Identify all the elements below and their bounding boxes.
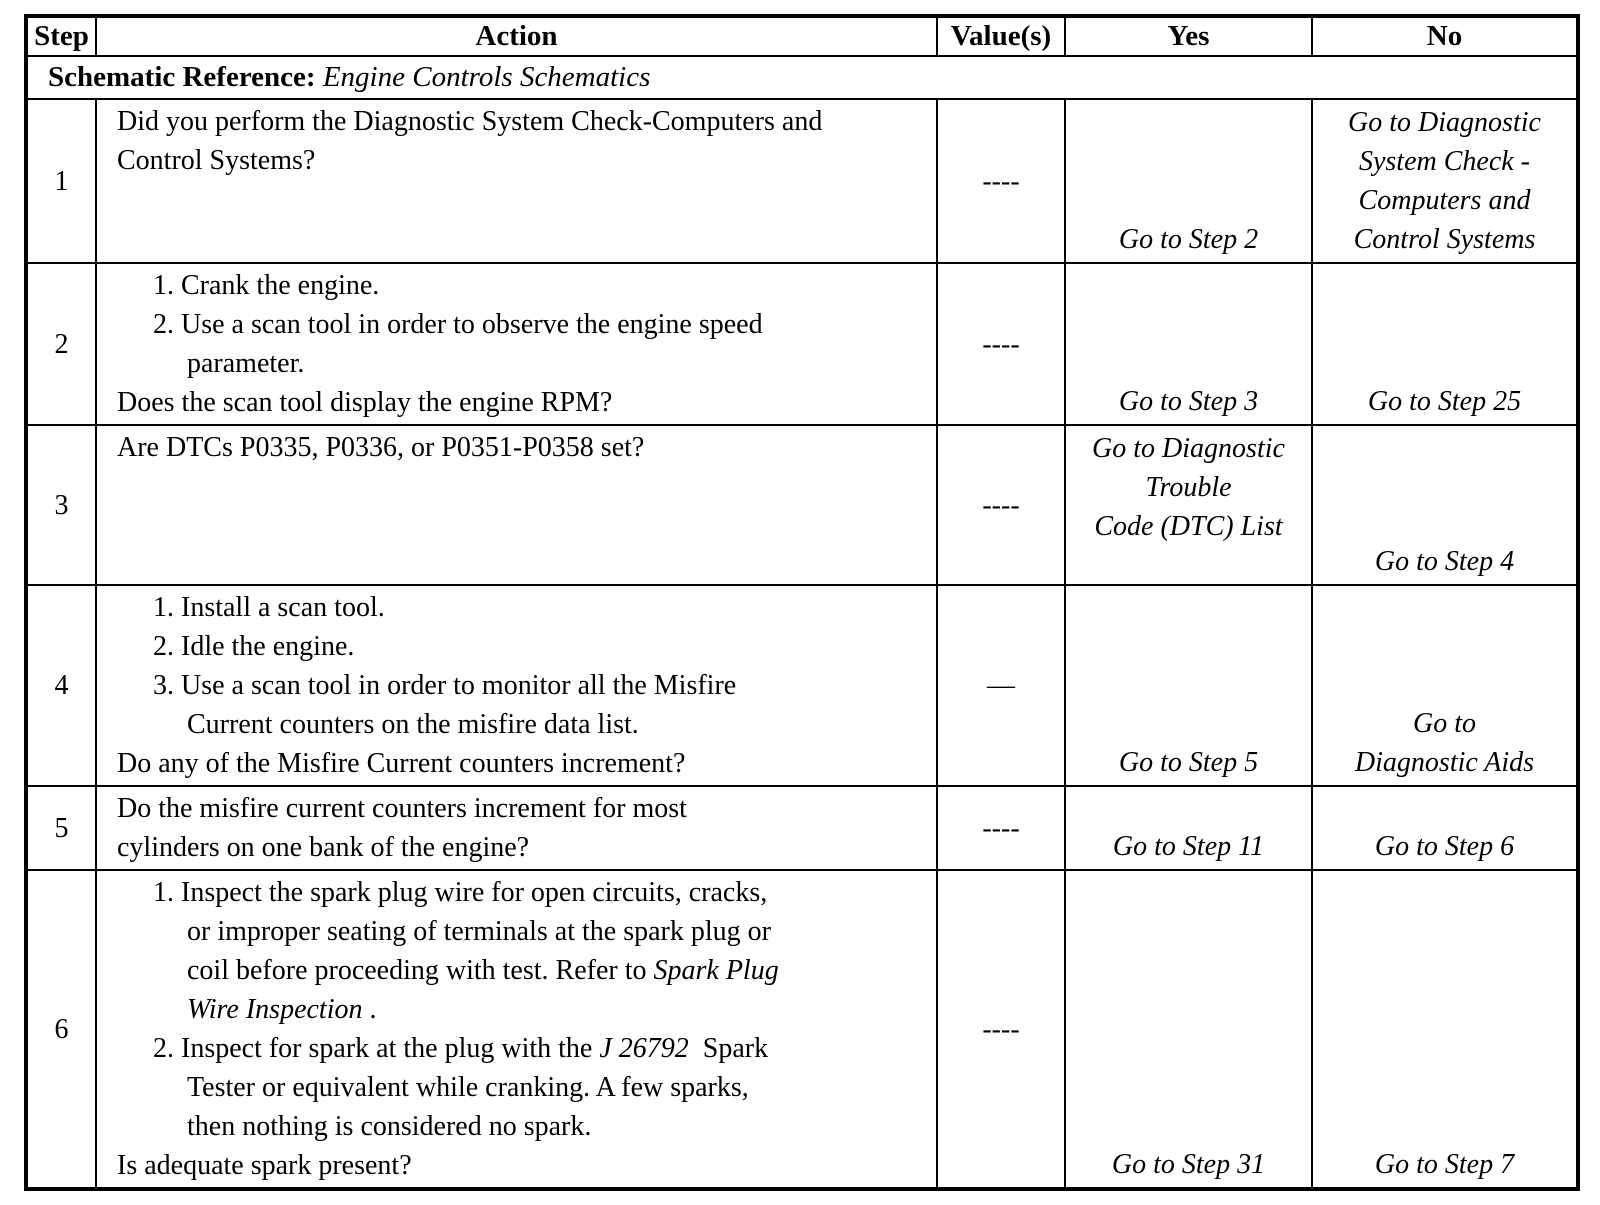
action-line: Current counters on the misfire data list. xyxy=(187,709,639,740)
action-line: Did you perform the Diagnostic System Check-Computers and xyxy=(117,106,823,137)
action-line: 2. Use a scan tool in order to observe the engine speed xyxy=(153,309,763,340)
yes-cell xyxy=(1065,263,1312,425)
col-header-no: No xyxy=(1312,16,1578,56)
no-cell xyxy=(1312,870,1578,1189)
goto-line: System Check - xyxy=(1358,146,1531,177)
action-line: 1. Inspect the spark plug wire for open circuits, cracks, xyxy=(153,877,768,908)
value-cell: ---- xyxy=(937,870,1065,1189)
action-cell xyxy=(96,425,937,585)
action-line: Do any of the Misfire Current counters increment? xyxy=(117,748,686,779)
goto-line: Go to Step 7 xyxy=(1374,1149,1515,1180)
table-body xyxy=(26,56,1578,1189)
goto-line: Go to Step 3 xyxy=(1118,386,1259,417)
yes-cell xyxy=(1065,425,1312,585)
action-line: Is adequate spark present? xyxy=(117,1150,412,1181)
no-cell xyxy=(1312,786,1578,870)
goto-line: Go to Step 6 xyxy=(1374,831,1515,862)
goto-line: Go to Step 4 xyxy=(1374,546,1515,577)
action-line: parameter. xyxy=(187,348,305,379)
yes-cell xyxy=(1065,99,1312,263)
action-line: Are DTCs P0335, P0336, or P0351-P0358 set? xyxy=(117,432,645,463)
action-line: Do the misfire current counters increment for most xyxy=(117,793,687,824)
action-cell xyxy=(96,786,937,870)
col-header-yes: Yes xyxy=(1065,16,1312,56)
goto-line: Go to Step 25 xyxy=(1367,386,1522,417)
action-line: Wire Inspection . xyxy=(187,994,377,1025)
schematic-reference-label: Schematic Reference: xyxy=(48,61,316,93)
action-line: 2. Idle the engine. xyxy=(153,631,355,662)
value-cell: ---- xyxy=(937,425,1065,585)
goto-line: Go to Diagnostic xyxy=(1092,433,1285,464)
goto-line: Go to Step 11 xyxy=(1112,831,1265,862)
action-line: 1. Crank the engine. xyxy=(153,270,380,301)
action-line: 1. Install a scan tool. xyxy=(153,592,385,623)
table-row xyxy=(26,870,1578,1189)
action-line: cylinders on one bank of the engine? xyxy=(117,832,530,863)
table-row xyxy=(26,263,1578,425)
header-row xyxy=(26,16,1578,56)
no-cell xyxy=(1312,585,1578,786)
no-cell xyxy=(1312,425,1578,585)
schematic-reference-value: Engine Controls Schematics xyxy=(322,61,651,93)
schematic-reference-row xyxy=(26,56,1578,99)
goto-line: Go to Step 5 xyxy=(1118,747,1259,778)
goto-line: Go to Diagnostic xyxy=(1348,107,1541,138)
table-row xyxy=(26,585,1578,786)
action-line: 2. Inspect for spark at the plug with the J 26792 Spark xyxy=(153,1033,769,1064)
goto-line: Control Systems xyxy=(1353,224,1536,255)
action-line: Does the scan tool display the engine RPM? xyxy=(117,387,613,418)
goto-line: Computers and xyxy=(1358,185,1531,216)
action-line: coil before proceeding with test. Refer to Spark Plug xyxy=(187,955,779,986)
goto-line: Go to Step 2 xyxy=(1118,224,1259,255)
col-header-step: Step xyxy=(26,16,96,56)
goto-line: Go to Step 31 xyxy=(1111,1149,1266,1180)
diagnostic-table xyxy=(24,14,1580,1191)
step-number: 6 xyxy=(26,870,96,1189)
table-row xyxy=(26,425,1578,585)
action-cell xyxy=(96,99,937,263)
step-number: 2 xyxy=(26,263,96,425)
goto-line: Trouble xyxy=(1145,472,1232,503)
value-cell: ---- xyxy=(937,263,1065,425)
action-cell xyxy=(96,870,937,1189)
no-cell xyxy=(1312,263,1578,425)
action-line: Control Systems? xyxy=(117,145,316,176)
col-header-values: Value(s) xyxy=(937,16,1065,56)
action-line: Tester or equivalent while cranking. A few sparks, xyxy=(187,1072,749,1103)
table-row xyxy=(26,786,1578,870)
no-cell xyxy=(1312,99,1578,263)
step-number: 5 xyxy=(26,786,96,870)
action-cell xyxy=(96,263,937,425)
goto-line: Go to xyxy=(1413,708,1476,739)
action-line: 3. Use a scan tool in order to monitor all the Misfire xyxy=(153,670,737,701)
yes-cell xyxy=(1065,870,1312,1189)
col-header-action: Action xyxy=(96,16,937,56)
action-line: then nothing is considered no spark. xyxy=(187,1111,592,1142)
step-number: 1 xyxy=(26,99,96,263)
value-cell: ---- xyxy=(937,786,1065,870)
goto-line: Diagnostic Aids xyxy=(1354,747,1535,778)
yes-cell xyxy=(1065,786,1312,870)
step-number: 3 xyxy=(26,425,96,585)
table-row xyxy=(26,99,1578,263)
value-cell: — xyxy=(937,585,1065,786)
step-number: 4 xyxy=(26,585,96,786)
goto-line: Code (DTC) List xyxy=(1094,511,1283,542)
action-line: or improper seating of terminals at the spark plug or xyxy=(187,916,771,947)
yes-cell xyxy=(1065,585,1312,786)
value-cell: ---- xyxy=(937,99,1065,263)
action-cell xyxy=(96,585,937,786)
